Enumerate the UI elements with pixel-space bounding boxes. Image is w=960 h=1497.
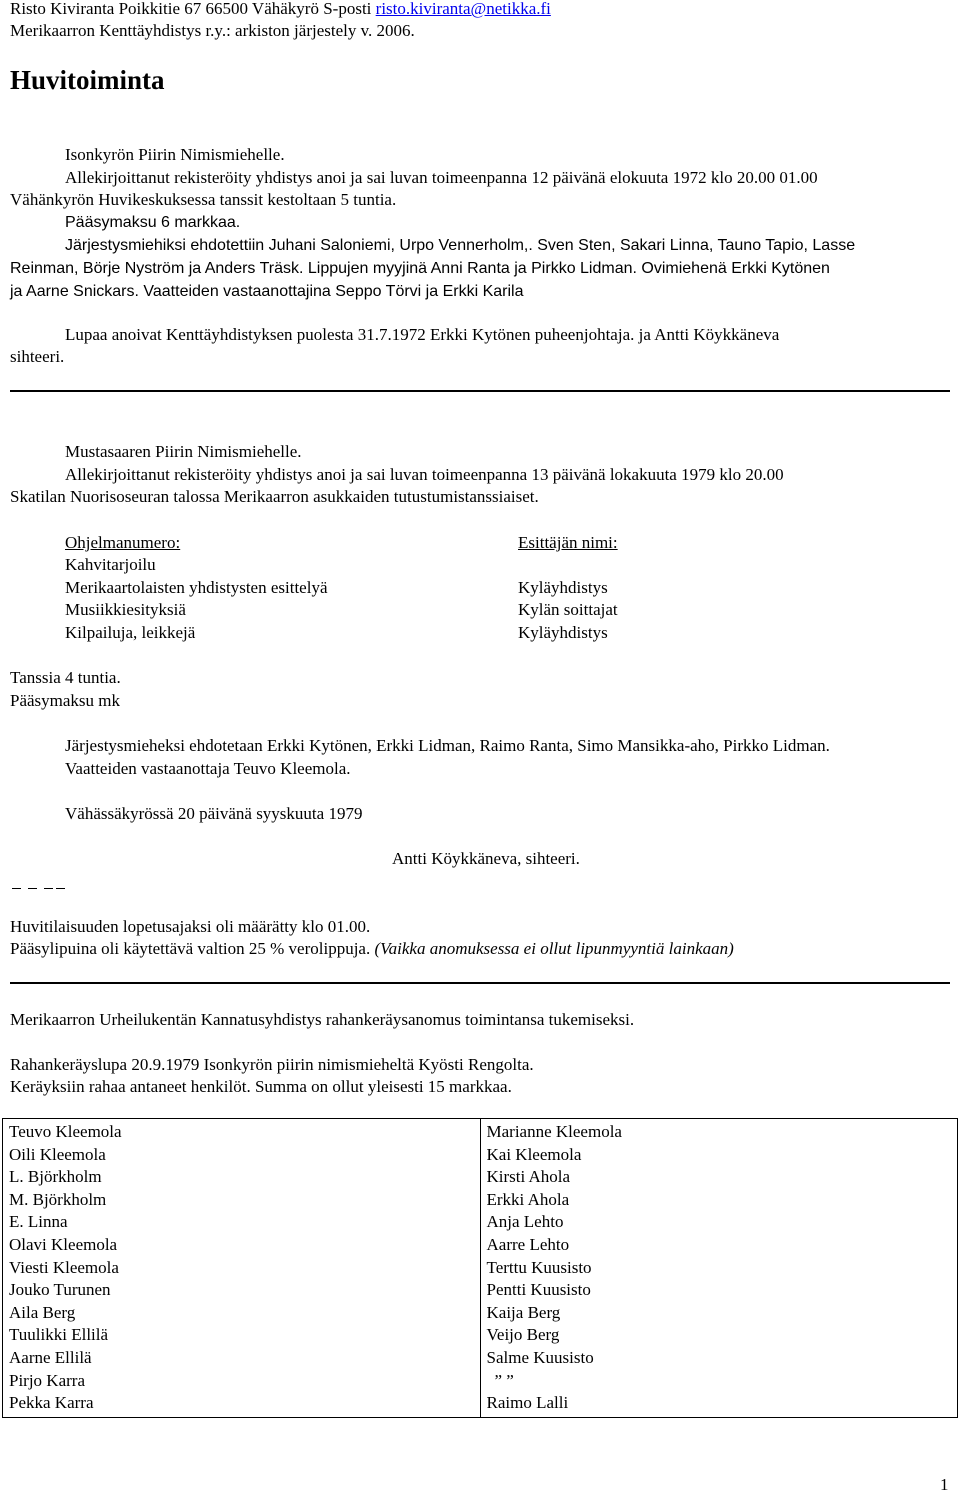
program-item: Kilpailuja, leikkejä [65,623,196,642]
donor-name: Salme Kuusisto [486,1347,594,1367]
s1-signers: Lupaa anoivat Kenttäyhdistyksen puolesta 31.7.1972 Erkki Kytönen puheenjohtaja. ja Antti Köykkäneva [65,325,780,344]
ditto-marks: ” ” [494,1370,514,1390]
donor-name: Aila Berg [9,1302,76,1322]
s2-line-2: Allekirjoittanut rekisteröity yhdistys anoi ja sai luvan toimeenpanna 13 päivänä lokakuuta 1979 klo 20.00 [65,465,784,484]
s1-line-3: Vähänkyrön Huvikeskuksessa tanssit kestoltaan 5 tuntia. [10,190,397,209]
email-link[interactable]: risto.kiviranta@netikka.fi [375,0,551,18]
program-item: Merikaartolaisten yhdistysten esittelyä [65,578,328,597]
donor-name: Tuulikki Ellilä [9,1325,109,1345]
header-archive-line: Merikaarron Kenttäyhdistys r.y.: arkiston järjestely v. 2006. [10,21,415,40]
s1-guards: Järjestysmiehiksi ehdotettiin Juhani Saloniemi, Urpo Vennerholm,. Sven Sten, Sakari Linna, Tauno Tapio, Lasse [65,237,856,254]
signature-dash [44,888,53,889]
donor-name: Marianne Kleemola [486,1122,622,1141]
s1-signers-cont: sihteeri. [10,347,65,366]
donor-name: Erkki Ahola [486,1189,570,1209]
header-contact-line [10,0,551,20]
page-number: 1 [940,1475,949,1494]
donor-name: Olavi Kleemola [9,1234,118,1254]
signature-dash [28,888,37,889]
donor-name: Raimo Lalli [486,1393,569,1413]
program-performer: Kyläyhdistys [518,623,608,642]
s3-title: Merikaarron Urheilukentän Kannatusyhdistys rahankeräysanomus toimintansa tukemiseksi. [10,1010,635,1029]
donor-name: Pirjo Karra [9,1370,86,1390]
donor-name: E. Linna [9,1212,68,1232]
performer-header: Esittäjän nimi: [518,533,618,552]
s3-donors-intro: Keräyksiin rahaa antaneet henkilöt. Summa on ollut yleisesti 15 markkaa. [10,1077,512,1096]
donor-name: Veijo Berg [486,1325,560,1345]
program-performer: Kyläyhdistys [518,578,608,597]
separator-2 [10,982,950,984]
s1-line-6: Reinman, Börje Nyström ja Anders Träsk. Lippujen myyjinä Anni Ranta ja Pirkko Lidman. Ovimiehenä Erkki Kytönen [10,260,830,277]
donor-name: Jouko Turunen [9,1280,111,1300]
donor-name: Pekka Karra [9,1393,94,1413]
program-performer: Kylän soittajat [518,600,618,619]
donor-name: Kirsti Ahola [486,1167,571,1187]
s2-cloak: Vaatteiden vastaanottaja Teuvo Kleemola. [65,759,351,778]
donors-right-column [480,1119,958,1418]
s2-line-3: Skatilan Nuorisoseuran talossa Merikaarron asukkaiden tutustumistanssiaiset. [10,487,539,506]
s2-ticket-text: Pääsylipuina oli käytettävä valtion 25 % verolippuja. [10,939,375,958]
donor-name: M. Björkholm [9,1189,107,1209]
donors-table [2,1118,958,1418]
s2-guards: Järjestysmieheksi ehdotetaan Erkki Kytönen, Erkki Lidman, Raimo Ranta, Simo Mansikka-aho, Pirkko Lidman. [65,736,830,755]
donor-name: Oili Kleemola [9,1144,106,1164]
signature-dash [12,888,21,889]
s3-permit: Rahankeräyslupa 20.9.1979 Isonkyrön piirin nimismieheltä Kyösti Rengolta. [10,1055,534,1074]
header-contact-text: Risto Kiviranta Poikkitie 67 66500 Vähäkyrö S-posti [10,0,376,18]
s1-fee: Pääsymaksu 6 markkaa. [65,214,241,231]
donor-name: Pentti Kuusisto [486,1280,591,1300]
program-item: Musiikkiesityksiä [65,600,186,619]
s1-line-2: Allekirjoittanut rekisteröity yhdistys anoi ja sai luvan toimeenpanna 12 päivänä elokuuta 1972 klo 20.00 01.00 [65,168,818,187]
donor-name: Kai Kleemola [486,1144,582,1164]
s2-recipient: Mustasaaren Piirin Nimismiehelle. [65,442,302,461]
s2-place-date: Vähässäkyrössä 20 päivänä syyskuuta 1979 [65,804,363,823]
page-title: Huvitoiminta [10,65,165,95]
s2-fee: Pääsymaksu mk [10,691,121,710]
donor-name: L. Björkholm [9,1167,102,1187]
s2-tickets [10,938,734,960]
s2-ticket-note: (Vaikka anomuksessa ei ollut lipunmyyntiä lainkaan) [374,939,734,958]
donor-name: Teuvo Kleemola [9,1122,122,1141]
s2-signature: Antti Köykkäneva, sihteeri. [392,849,580,868]
s2-end-time: Huvitilaisuuden lopetusajaksi oli määrätty klo 01.00. [10,917,371,936]
donors-left-column [3,1119,481,1418]
signature-dash [56,888,65,889]
program-header: Ohjelmanumero: [65,533,181,552]
s1-recipient: Isonkyrön Piirin Nimismiehelle. [65,145,285,164]
donor-name: Anja Lehto [486,1212,564,1232]
donor-name: Aarne Ellilä [9,1347,92,1367]
s2-dance: Tanssia 4 tuntia. [10,668,121,687]
donor-name: Viesti Kleemola [9,1257,119,1277]
separator-1 [10,390,950,392]
s1-line-7: ja Aarne Snickars. Vaatteiden vastaanottajina Seppo Törvi ja Erkki Karila [10,283,524,300]
donor-name: Terttu Kuusisto [486,1257,592,1277]
program-item: Kahvitarjoilu [65,555,156,574]
donor-name: Kaija Berg [486,1302,561,1322]
donor-name: Aarre Lehto [486,1234,570,1254]
